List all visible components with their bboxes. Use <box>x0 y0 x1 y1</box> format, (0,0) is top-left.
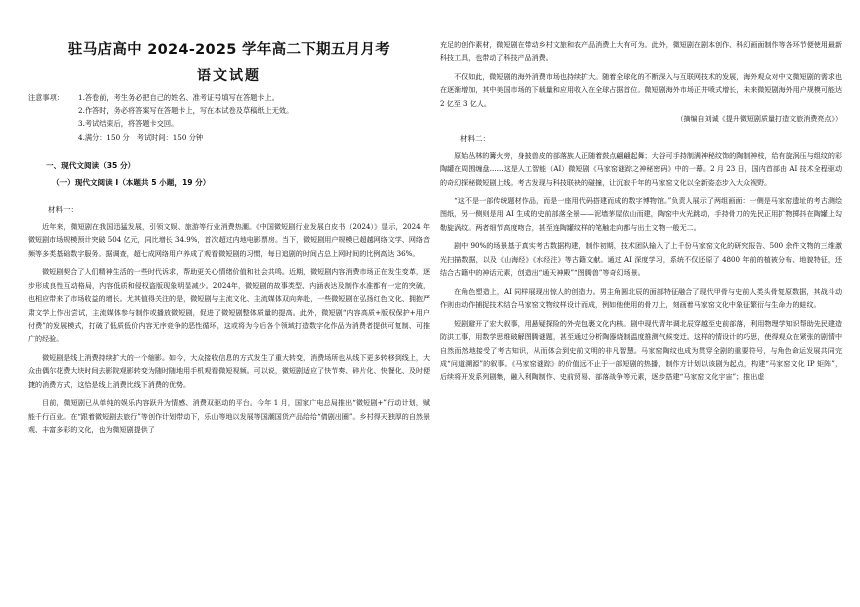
material-1-paragraph: 微短剧契合了人们精神生活的一些时代诉求，帮助更关心情绪价值和社会共鸣。近期，微短剧内容消费市场正在发生变革，逐步形成良性互动格局，内容低质和侵权盗版现象明显减少。2024年，微短剧的故事类型、内涵表达及制作水准都有一定的突破，也相应带来了市场收益的增长。尤其值得关注的是，微短剧与主流文化、主流媒体双向奔赴，一些微短剧在弘扬红色文化、拥抱严肃文学上作出尝试，主流媒体参与制作或播放微短剧，促进了微短剧整体质量的提高。此外，微短剧“内容高质+版权保护+用户付费”的发展模式，打破了低质低价内容无序竞争的恶性循环，这或将为今后各个领域打造数字化作品为消费者提供可复制、可推广的经验。 <box>28 267 430 344</box>
instruction-item: 1.答卷前，考生务必把自己的姓名、准考证号填写在答题卡上。 <box>78 93 279 102</box>
material-2-paragraph: 原始丛林的篝火旁，身披兽皮的部落族人正随着鼓点翩翩起舞；大谷可手持制满神秘纹饰的陶制神枝，给有旋涡压与组纹的彩陶罐在周围缠盘……这是人工智能（AI）微短剧《马家窑谜踪之神秘密码》中的一幕。2 月 23 日，国内首部由 AI 技术全程驱动的奇幻探秘微短剧上线。考古发现与科技联袂的碰撞，让沉寂千年的马家窑文化以全新姿态步入大众视野。 <box>440 150 842 187</box>
material-1-source: （摘编自刘诚《提升微短剧质量打造文旅消费亮点》） <box>676 114 842 124</box>
material-1-continued: 充足的创作素材，微短剧在带动乡村文旅和农产品消费上大有可为。此外，微短剧在剧本创作、科幻画面制作等各环节便使用最新科技工具，也带动了科技产品消费。 <box>440 40 842 63</box>
instruction-row <box>28 104 430 117</box>
instruction-row <box>28 117 430 130</box>
instruction-row <box>28 91 430 104</box>
material-2-paragraph: 短剧避开了宏大叙事，用悬疑探险的外壳包裹文化内核。剧中现代青年调北辰穿越至史前部落，利用物理学知识帮助先民建造防洪工事，用数学思维破解图腾谜题，甚至通过分析陶器烧制温度推测气候变迁。这样的情设计的巧思，使得观众在紧张的剧情中自然而然地接受了考古知识，从而体会到史前文明的非凡智慧。马家窑陶纹也成为贯穿全剧的重要符号，与角色命运发展共同完成“问道溯源”的叙事。《马家窑谜踪》的价值远不止于一部短剧的热播，制作方计划以该剧为起点，构建“马家窑文化 IP 矩阵”，后续将开发系列剧集，融入利陶制作、史前贸易、部落战争等元素，逐步搭建“马家窑文化宇宙”；推出虚 <box>440 318 842 382</box>
subsection-heading: （一）现代文阅读 I（本题共 5 小题，19 分） <box>52 177 211 187</box>
material-2-paragraph: 剧中 90%的场景基于真实考古数据构建，制作初期，技术团队输入了上千份马家窑文化的研究报告、500 余件文物的三维激光扫描数据，以及《山海经》《水经注》等古籍文献。通过 AI 深度学习，系统不仅还原了 4800 年前的植被分布、地貌特征，还结合古籍中的神话元素，创造出“通天神殿”“图腾兽”等奇幻场景。 <box>440 241 842 278</box>
instruction-item: 4.满分：150 分 考试时间：150 分钟 <box>78 132 204 142</box>
material-2-label: 材料二： <box>460 133 490 143</box>
material-1-paragraph: 近年来，微短剧在我国迅猛发展，引领文娱、旅游等行业消费热潮。《中国微短剧行业发展白皮书（2024）》显示，2024 年微短剧市场规模预计突破 504 亿元，同比增长 34.9%，首次超过内地电影票房。当下，微短剧用户规模已超越网络文学、网络音频等多类基础数字服务。据调查，超七成网络用户养成了观看微短剧的习惯，每日追剧的时间占总上网时间的比例高达 36%。 <box>28 221 430 258</box>
section-heading: 一、现代文阅读（35 分） <box>46 160 136 170</box>
instruction-item: 2.作答时，务必将答案写在答题卡上，写在本试卷及草稿纸上无效。 <box>78 106 294 116</box>
material-1-paragraph: 不仅如此，微短剧的海外消费市场也持续扩大。随着全球化的不断深入与互联网技术的发展，海外观众对中文微短剧的需求也在逐渐增加，其中美国市场的下载量和应用收入在全球占据首位。微短剧海外市场正井喷式增长，未来微短剧海外用户规模可能达 2 亿至 3 亿人。 <box>440 71 842 108</box>
instruction-row <box>28 131 430 144</box>
exam-subtitle: 语文试题 <box>197 68 261 84</box>
material-1-paragraph: 微短剧是线上消费持续扩大的一个缩影。如今，大众接收信息的方式发生了重大转变，消费场所也从线下更多转移到线上，大众由偶尔花费大块时间去影院观影转变为随时随地用手机观看微短视频。可以说，微短剧适应了快节奏、碎片化、快餐化、及时便捷的消费方式，这恰是线上消费比线下消费的优势。 <box>28 352 430 389</box>
left-column <box>28 0 430 607</box>
instructions-label: 注意事项： <box>28 93 64 102</box>
material-2-paragraph: 在角色塑造上，AI 同样展现出惊人的创造力。男主角圆北辰的面部特征融合了现代甲骨与史前人类头骨复原数据，其战斗动作则由动作捕捉技术结合马家窑文物纹样设计而成，例如他使用的骨刀上，刻画着马家窑文化中象征繁衍与生命力的蛙纹。 <box>440 286 842 310</box>
exam-title: 驻马店高中 2024-2025 学年高二下期五月月考 <box>67 42 391 58</box>
material-2-paragraph: “这不是一部传统题材作品，而是一座用代码搭建而成的数字博物馆。”负责人展示了两组画面：一侧是马家窑遗址的考古测绘图纸，另一侧则是用 AI 生成的史前部落全景——泥墙茅屋依山而建，陶窑中火光跳动，手持骨刀的先民正用扩物掷抖在陶罐上勾勒旋涡纹。两者细节高度吻合，甚至连陶罐纹样的笔触走向都与出土文物一般无二。 <box>440 196 842 232</box>
instruction-item: 3.考试结束后，将答题卡交回。 <box>78 119 179 129</box>
material-1-paragraph: 目前，微短剧已从单纯的娱乐内容跃升为情感、消费双驱动的平台。今年 1 月，国家广电总局推出“微短剧+”行动计划，赋能千行百业。在“跟着微短剧去旅行”等创作计划带动下，乐山等地以发展等国潮国货产品给给“倩剧出圈”。乡村得天独厚的自然景观、丰富多彩的文化，也为微短剧提供了 <box>28 398 430 435</box>
material-1-label: 材料一： <box>48 204 78 214</box>
exam-instructions <box>28 91 430 144</box>
right-column <box>440 0 842 607</box>
